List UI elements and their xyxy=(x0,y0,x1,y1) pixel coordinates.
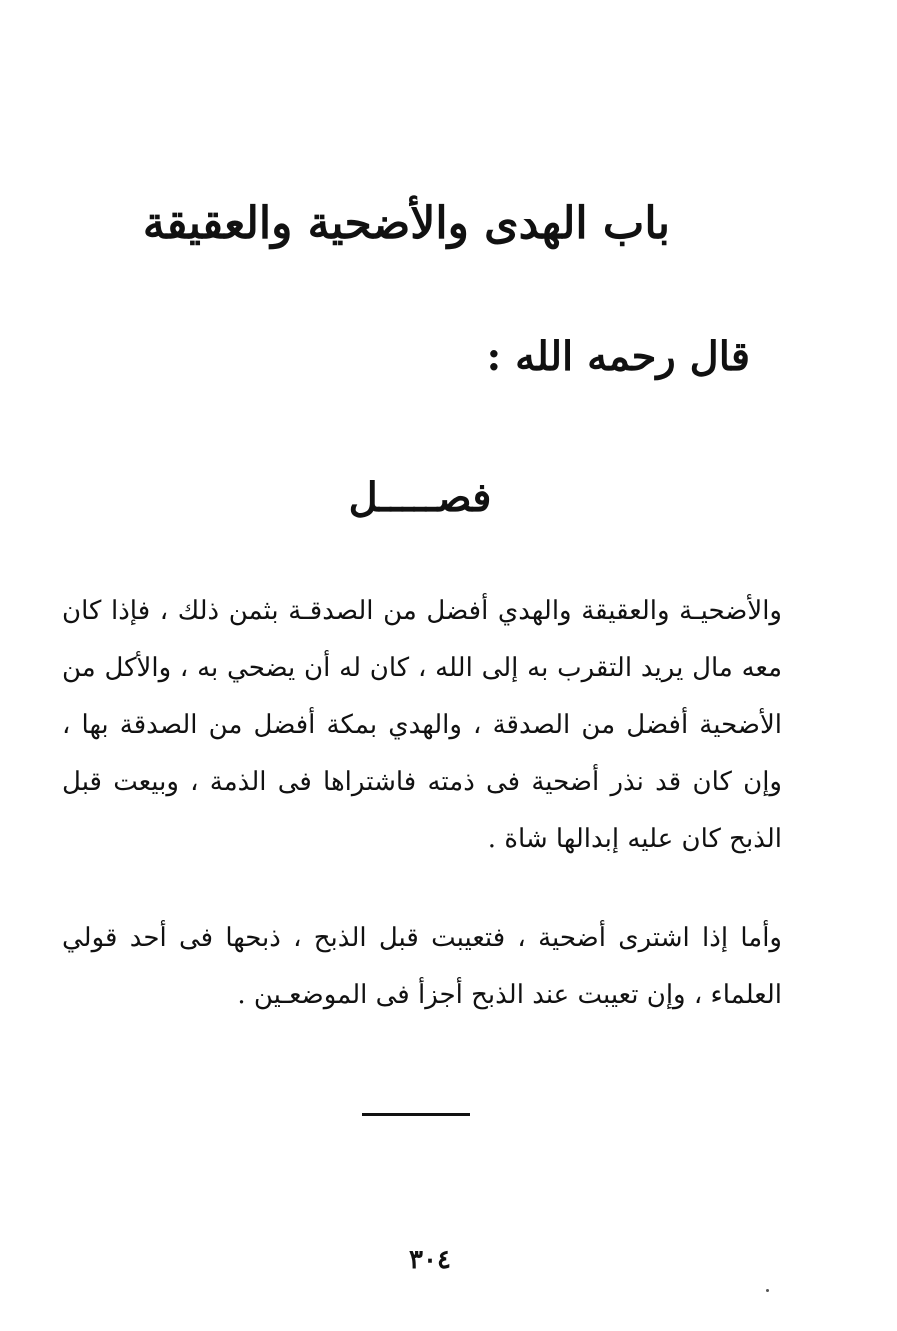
intro-line: قال رحمه الله : xyxy=(486,333,750,380)
section-heading: فصـــــل xyxy=(348,474,492,521)
section-divider xyxy=(362,1113,470,1116)
paragraph: والأضحيـة والعقيقة والهدي أفضل من الصدقـة بثمن ذلك ، فإذا كان معه مال يريد التقرب به إلى الله ، كان له أن يضحي به ، والأكل من الأضحية أفضل من الصدقة ، والهدي بمكة أفضل من الصدقة بها ، وإن كان قد نذر أضحية فى ذمته فاشتراها فى الذمة ، وبيعت قبل الذبح كان عليه إبدالها شاة . xyxy=(62,596,782,854)
page-number: ٣٠٤ xyxy=(409,1245,451,1275)
paragraph: وأما إذا اشترى أضحية ، فتعيبت قبل الذبح ، ذبحها فى أحد قولي العلماء ، وإن تعيبت عند الذبح أجزأ فى الموضعـين . xyxy=(62,923,782,1010)
chapter-title: باب الهدى والأضحية والعقيقة xyxy=(142,198,670,249)
scan-speck xyxy=(766,1289,769,1292)
